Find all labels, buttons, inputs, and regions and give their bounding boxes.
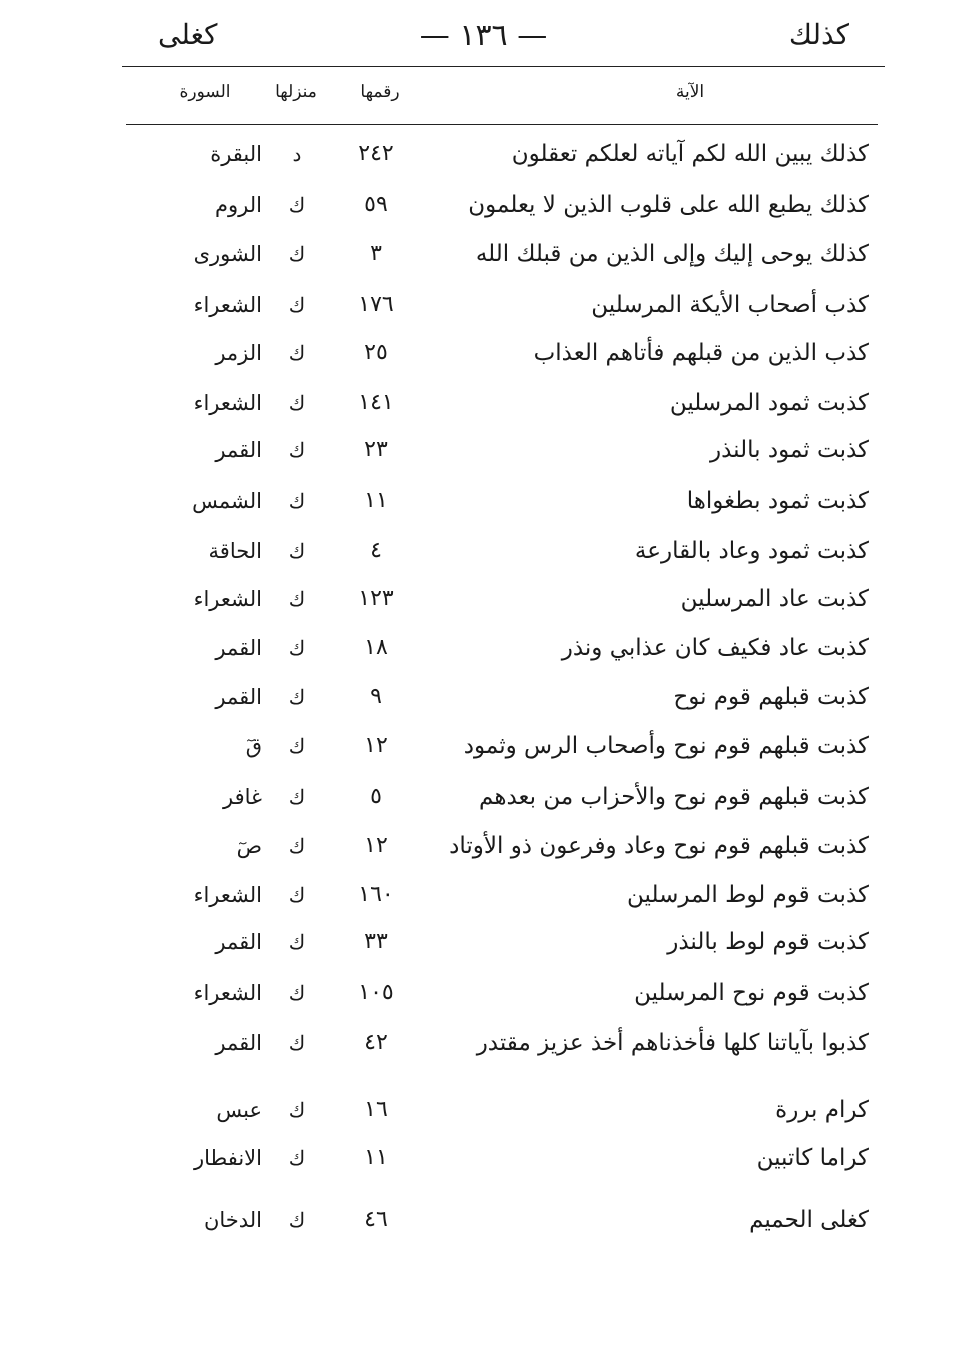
- verse-number: ٥٩: [364, 192, 388, 217]
- verse-text: كذبت قبلهم قوم نوح: [673, 684, 869, 710]
- verse-number: ٤: [370, 538, 382, 563]
- verse-number: ١٧٦: [358, 292, 394, 317]
- verse-text: كذبت ثمود وعاد بالقارعة: [634, 538, 869, 564]
- verse-number: ٣٣: [364, 929, 388, 954]
- verse-text: كذبت قوم لوط بالنذر: [667, 929, 869, 955]
- surah-name: الشعراء: [193, 293, 262, 317]
- revelation-place: ك: [288, 242, 306, 266]
- table-row: [0, 1136, 967, 1180]
- verse-text: كذب الذين من قبلهم فأتاهم العذاب: [533, 340, 869, 366]
- column-header-surah: السورة: [179, 82, 231, 102]
- table-row: [0, 873, 967, 917]
- revelation-place: ك: [288, 734, 306, 758]
- column-header-verse: الآية: [675, 82, 705, 102]
- surah-name: الروم: [215, 193, 262, 217]
- verse-number: ١١: [364, 1145, 388, 1170]
- table-row: [0, 529, 967, 573]
- table-row: [0, 626, 967, 670]
- verse-text: كذلك يوحى إليك وإلى الذين من قبلك الله: [475, 241, 869, 267]
- verse-text: كذبت قبلهم قوم نوح وأصحاب الرس وثمود: [463, 733, 869, 759]
- surah-name: البقرة: [210, 142, 262, 166]
- verse-number: ١٢: [364, 833, 388, 858]
- surah-name: الشورى: [193, 242, 262, 266]
- surah-name: الشعراء: [193, 391, 262, 415]
- column-header-number: رقمها: [360, 82, 400, 102]
- verse-text: كذبت ثمود بالنذر: [710, 437, 869, 463]
- surah-name: الانفطار: [193, 1146, 262, 1170]
- revelation-place: ك: [288, 391, 306, 415]
- table-row: [0, 1021, 967, 1065]
- revelation-place: ك: [288, 636, 306, 660]
- verse-number: ١٢: [364, 733, 388, 758]
- verse-number: ٥: [370, 784, 382, 809]
- verse-text: كذب أصحاب الأيكة المرسلين: [591, 292, 869, 318]
- revelation-place: ك: [288, 981, 306, 1005]
- verse-text: كذبت ثمود بطغواها: [686, 488, 869, 514]
- table-row: [0, 1088, 967, 1132]
- verse-text: كذلك يطبع الله على قلوب الذين لا يعلمون: [468, 192, 869, 218]
- revelation-place: ك: [288, 193, 306, 217]
- verse-text: كراما كاتبين: [756, 1145, 869, 1171]
- table-row: [0, 428, 967, 472]
- verse-number: ١٦: [364, 1097, 388, 1122]
- verse-text: كغلى الحميم: [749, 1207, 869, 1233]
- surah-name: قٓ: [245, 734, 262, 758]
- verse-number: ٤٢: [364, 1030, 388, 1055]
- surah-name: القمر: [215, 685, 262, 709]
- surah-name: الدخان: [203, 1208, 262, 1232]
- page-number: — ١٣٦ —: [419, 18, 548, 53]
- table-row: [0, 183, 967, 227]
- revelation-place: ك: [288, 539, 306, 563]
- verse-text: كذبت عاد فكيف كان عذابي ونذر: [561, 635, 869, 661]
- verse-number: ٣: [370, 241, 382, 266]
- header-rule: [122, 66, 885, 67]
- verse-number: ١٨: [364, 635, 388, 660]
- table-row: [0, 920, 967, 964]
- revelation-place: ك: [288, 930, 306, 954]
- table-row: [0, 381, 967, 425]
- surah-name: القمر: [215, 1031, 262, 1055]
- revelation-place: ك: [288, 1031, 306, 1055]
- verse-text: كذلك يبين الله لكم آياته لعلكم تعقلون: [511, 141, 869, 167]
- revelation-place: ك: [288, 489, 306, 513]
- surah-name: القمر: [215, 930, 262, 954]
- table-row: [0, 675, 967, 719]
- verse-number: ٩: [370, 684, 382, 709]
- verse-number: ٢٥: [364, 340, 388, 365]
- verse-number: ٢٣: [364, 437, 388, 462]
- surah-name: الحاقة: [208, 539, 262, 563]
- revelation-place: ك: [288, 293, 306, 317]
- verse-text: كذبت قبلهم قوم نوح والأحزاب من بعدهم: [479, 784, 869, 810]
- table-row: [0, 283, 967, 327]
- verse-number: ٢٤٢: [358, 141, 394, 166]
- table-row: [0, 479, 967, 523]
- verse-text: كذبت قوم لوط المرسلين: [627, 882, 869, 908]
- surah-name: الشعراء: [193, 883, 262, 907]
- column-header-place: منزلها: [275, 82, 317, 102]
- verse-text: كرام بررة: [775, 1097, 869, 1123]
- revelation-place: ك: [288, 587, 306, 611]
- column-header-rule: [126, 124, 878, 125]
- revelation-place: ك: [288, 883, 306, 907]
- surah-name: الشعراء: [193, 587, 262, 611]
- verse-number: ١٤١: [358, 390, 394, 415]
- revelation-place: ك: [288, 1146, 306, 1170]
- table-row: [0, 824, 967, 868]
- verse-number: ١٢٣: [358, 586, 394, 611]
- verse-text: كذبت قبلهم قوم نوح وعاد وفرعون ذو الأوتاد: [449, 833, 869, 859]
- table-row: [0, 724, 967, 768]
- table-row: [0, 577, 967, 621]
- surah-name: القمر: [215, 438, 262, 462]
- header-keyword-left: كغلى: [158, 18, 218, 51]
- revelation-place: ك: [288, 341, 306, 365]
- revelation-place: ك: [288, 834, 306, 858]
- revelation-place: ك: [288, 685, 306, 709]
- table-row: [0, 1198, 967, 1242]
- verse-text: كذبوا بآياتنا كلها فأخذناهم أخذ عزيز مقتدر: [476, 1030, 869, 1056]
- revelation-place: ك: [288, 1098, 306, 1122]
- verse-number: ١٠٥: [358, 980, 394, 1005]
- verse-number: ١١: [364, 488, 388, 513]
- table-row: [0, 132, 967, 176]
- revelation-place: ك: [288, 438, 306, 462]
- verse-text: كذبت ثمود المرسلين: [669, 390, 869, 416]
- table-row: [0, 775, 967, 819]
- surah-name: الزمر: [215, 341, 262, 365]
- surah-name: غافر: [222, 785, 262, 809]
- surah-name: عبس: [216, 1098, 262, 1122]
- table-row: [0, 331, 967, 375]
- surah-name: الشعراء: [193, 981, 262, 1005]
- surah-name: الشمس: [192, 489, 262, 513]
- surah-name: صٓ: [236, 834, 262, 858]
- table-row: [0, 232, 967, 276]
- revelation-place: ك: [288, 1208, 306, 1232]
- verse-number: ٤٦: [364, 1207, 388, 1232]
- verse-number: ١٦٠: [358, 882, 394, 907]
- revelation-place: ك: [288, 785, 306, 809]
- table-row: [0, 971, 967, 1015]
- revelation-place: د: [292, 142, 302, 166]
- header-keyword-right: كذلك: [788, 18, 849, 51]
- surah-name: القمر: [215, 636, 262, 660]
- verse-text: كذبت عاد المرسلين: [680, 586, 869, 612]
- verse-text: كذبت قوم نوح المرسلين: [634, 980, 869, 1006]
